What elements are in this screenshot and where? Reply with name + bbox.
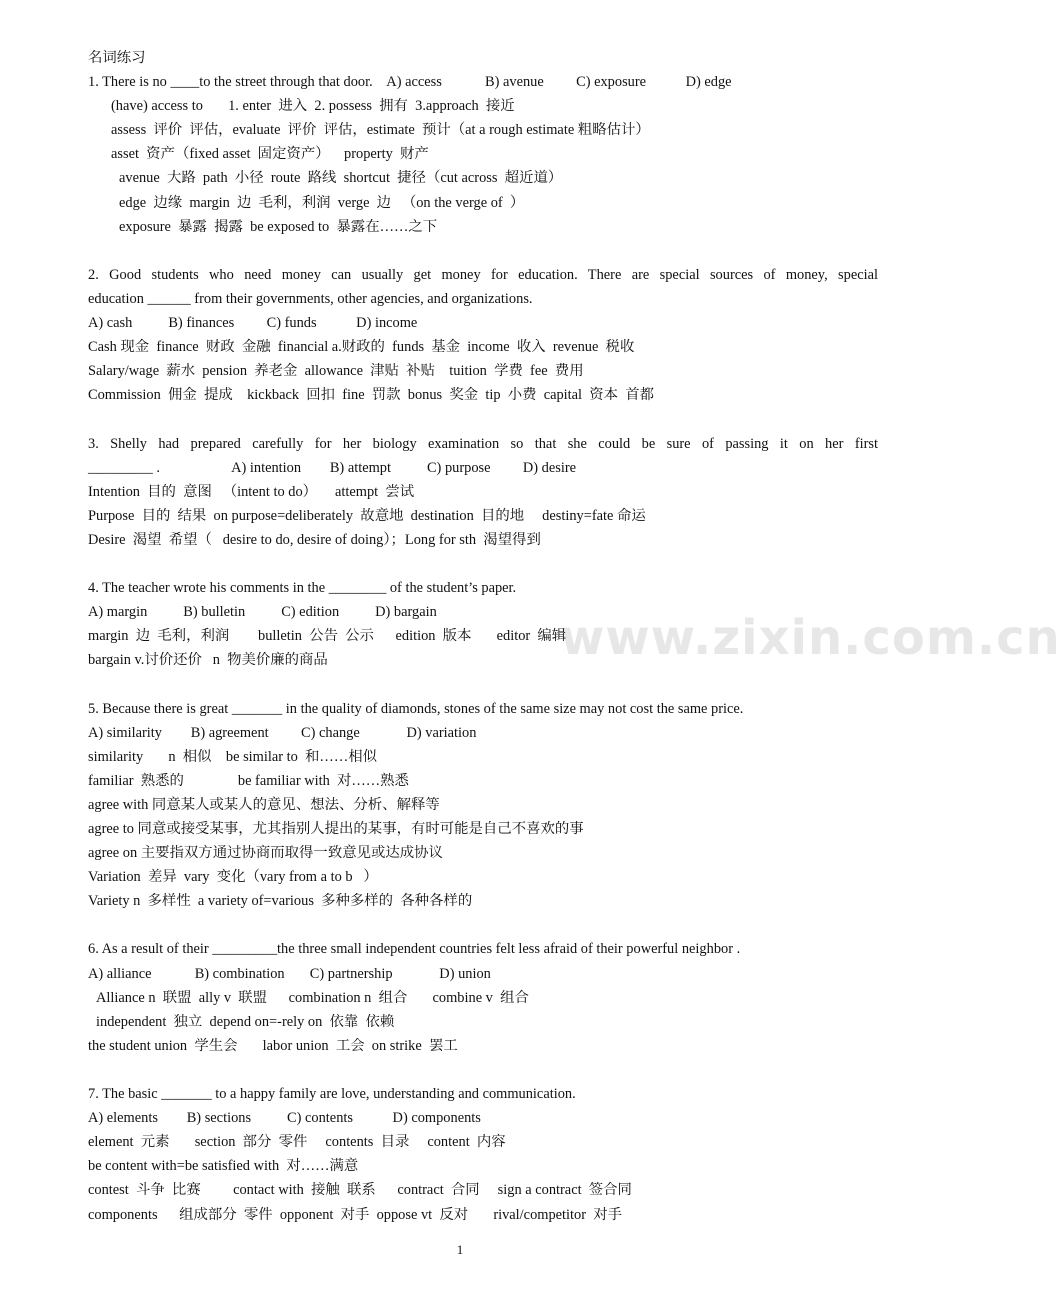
blank-line [88, 239, 878, 263]
text-line: _________ . A) intention B) attempt C) purpose D) desire [88, 459, 577, 476]
text-line: components 组成部分 零件 opponent 对手 oppose vt 反对 rival/competitor 对手 [88, 1206, 622, 1223]
text-line: be content with=be satisfied with 对……满意 [88, 1158, 359, 1175]
text-line: similarity n 相似 be similar to 和……相似 [88, 748, 377, 765]
text-line: margin 边 毛利，利润 bulletin 公告 公示 edition 版本 editor 编辑 [88, 628, 567, 645]
text-line: Variety n 多样性 a variety of=various 多种多样的 各种各样的 [88, 893, 473, 910]
text-line: Commission 佣金 提成 kickback 回扣 fine 罚款 bonus 奖金 tip 小费 capital 资本 首都 [88, 387, 654, 404]
page-number: 1 [456, 1242, 464, 1257]
text-line: 5. Because there is great _______ in the quality of diamonds, stones of the same size may not cost the same price. [88, 700, 744, 717]
watermark: www.zixin.com.cn [560, 610, 1061, 666]
text-line: agree on 主要指双方通过协商而取得一致意见或达成协议 [88, 845, 443, 862]
text-line: 3. Shelly had prepared carefully for her biology examination so that she could be sure of passing it on her first [88, 435, 878, 452]
text-line: contest 斗争 比赛 contact with 接触 联系 contract 合同 sign a contract 签合同 [88, 1182, 632, 1199]
text-line: A) alliance B) combination C) partnership D) union [88, 965, 491, 982]
text-line: A) elements B) sections C) contents D) components [88, 1110, 481, 1127]
blank-line [88, 407, 878, 431]
text-line: 7. The basic _______ to a happy family are love, understanding and communication. [88, 1086, 576, 1103]
text-line: Variation 差异 vary 变化（vary from a to b ） [88, 869, 378, 886]
text-line: the student union 学生会 labor union 工会 on strike 罢工 [88, 1037, 458, 1054]
document-body [88, 46, 878, 1227]
text-line: Salary/wage 薪水 pension 养老金 allowance 津贴 补贴 tuition 学费 fee 费用 [88, 363, 584, 380]
text-line: 4. The teacher wrote his comments in the ________ of the student’s paper. [88, 580, 517, 597]
document-title: 名词练习 [88, 50, 146, 66]
text-line: Purpose 目的 结果 on purpose=deliberately 故意地 destination 目的地 destiny=fate 命运 [88, 507, 646, 524]
text-line: (have) access to 1. enter 进入 2. possess 拥有 3.approach 接近 [111, 98, 515, 115]
text-line: bargain v.讨价还价 n 物美价廉的商品 [88, 652, 328, 669]
text-line: 1. There is no ____to the street through that door. A) access B) avenue C) exposure D) edge [88, 74, 732, 91]
text-line: edge 边缘 margin 边 毛利，利润 verge 边 （on the verge of ） [119, 194, 525, 211]
blank-line [88, 1058, 878, 1082]
text-line: A) cash B) finances C) funds D) income [88, 315, 418, 332]
text-line: A) similarity B) agreement C) change D) variation [88, 724, 477, 741]
text-line: Desire 渴望 希望（ desire to do, desire of doing）；Long for sth 渴望得到 [88, 531, 541, 548]
text-line: independent 独立 depend on=-rely on 依靠 依赖 [96, 1013, 395, 1030]
text-line: avenue 大路 path 小径 route 路线 shortcut 捷径（cut across 超近道） [119, 170, 563, 187]
exercise-lines [88, 70, 878, 1227]
text-line: asset 资产（fixed asset 固定资产） property 财产 [111, 146, 429, 163]
text-line: Alliance n 联盟 ally v 联盟 combination n 组合 combine v 组合 [96, 989, 529, 1006]
blank-line [88, 552, 878, 576]
text-line: exposure 暴露 揭露 be exposed to 暴露在……之下 [119, 218, 438, 235]
text-line: Intention 目的 意图 （intent to do） attempt 尝试 [88, 483, 415, 500]
text-line: Cash 现金 finance 财政 金融 financial a.财政的 funds 基金 income 收入 revenue 税收 [88, 339, 635, 356]
text-line: agree to 同意或接受某事，尤其指别人提出的某事，有时可能是自己不喜欢的事 [88, 821, 584, 837]
text-line: 6. As a result of their _________the three small independent countries felt less afraid of their powerful neighbor . [88, 941, 741, 958]
text-line: A) margin B) bulletin C) edition D) bargain [88, 604, 437, 621]
text-line: element 元素 section 部分 零件 contents 目录 content 内容 [88, 1134, 506, 1151]
blank-line [88, 913, 878, 937]
text-line: agree with 同意某人或某人的意见、想法、分析、解释等 [88, 796, 440, 813]
text-line: education ______ from their governments, other agencies, and organizations. [88, 290, 533, 307]
text-line: 2. Good students who need money can usually get money for education. There are special sources of money, special [88, 266, 878, 283]
text-line: assess 评价 评估，evaluate 评价 评估，estimate 预计（at a rough estimate 粗略估计） [111, 122, 650, 139]
text-line: familiar 熟悉的 be familiar with 对……熟悉 [88, 772, 409, 789]
blank-line [88, 672, 878, 696]
